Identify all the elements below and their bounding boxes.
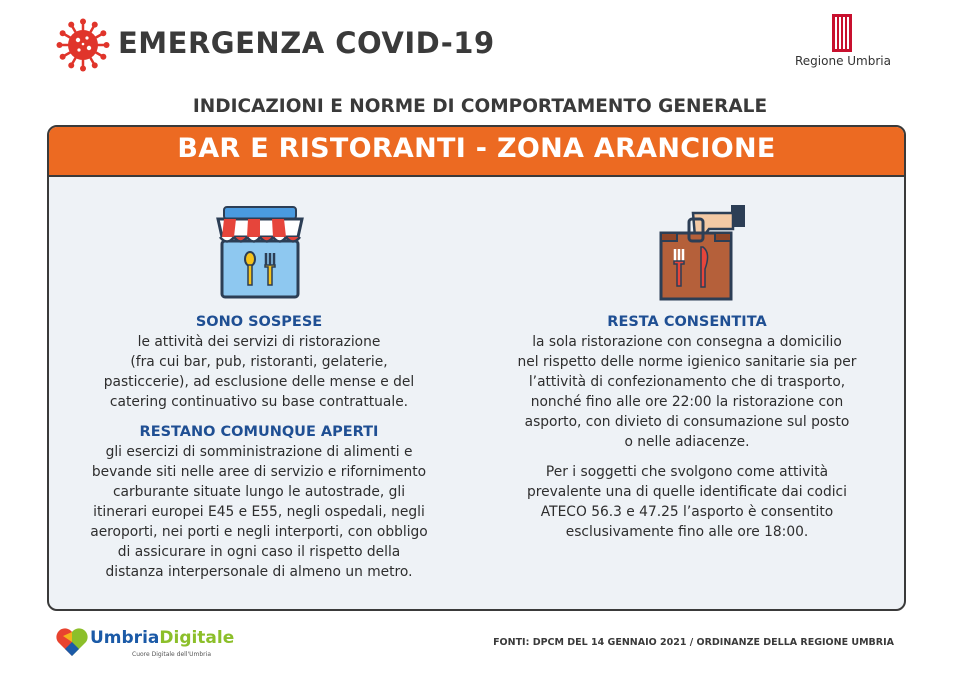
suspended-heading: SONO SOSPESE [195, 314, 323, 330]
subtitle: INDICAZIONI E NORME DI COMPORTAMENTO GENERALE [192, 96, 768, 117]
sources-note: FONTI: DPCM DEL 14 GENNAIO 2021 / ORDINANZE DELLA REGIONE UMBRIA [493, 637, 894, 648]
footer-tagline: Cuore Digitale dell'Umbria [132, 651, 211, 658]
header [0, 0, 960, 90]
restaurant-shop-icon [214, 201, 306, 301]
allowed-text: la sola ristorazione con consegna a domicilio nel rispetto delle norme igienico sanitarie sia per l’attività di confezionamento che di trasporto, nonché fino alle ore 22:00 la ristorazione con asporto, con divieto di consumazione sul posto o nelle adiacenze. [517, 334, 857, 450]
page-title: EMERGENZA COVID-19 [118, 26, 495, 60]
open-text: gli esercizi di somministrazione di alimenti e bevande siti nelle aree di servizio e rifornimento carburante situate lungo le autostrade, gli itinerari europei E45 e E55, negli ospedali, negli aeroporti, nei porti e negli interporti, con obbligo di assicurare in ogni caso il rispetto della distanza interpersonale di almeno un metro. [90, 444, 428, 580]
card-banner [49, 127, 904, 177]
allowed-heading: RESTA CONSENTITA [607, 314, 767, 330]
coronavirus-icon [56, 18, 110, 72]
brand-part1: Umbria [90, 628, 160, 648]
region-name: Regione Umbria [795, 54, 891, 68]
left-column [69, 312, 449, 582]
umbria-digitale-heart-icon [55, 626, 89, 658]
footer-brand [90, 628, 234, 648]
ateco-text: Per i soggetti che svolgono come attività prevalente una di quelle identificate dai codici ATECO 56.3 e 47.25 l’asporto è consentito esclusivamente fino alle ore 18:00. [527, 464, 847, 540]
card-title: BAR E RISTORANTI - ZONA ARANCIONE [177, 133, 776, 164]
takeaway-bag-icon [653, 201, 753, 301]
regione-umbria-logo [832, 14, 852, 52]
open-heading: RESTANO COMUNQUE APERTI [139, 424, 379, 440]
suspended-text: le attività dei servizi di ristorazione (fra cui bar, pub, ristoranti, gelaterie, pasticcerie), ad esclusione delle mense e del catering continuativo su base contrattuale. [103, 334, 415, 410]
right-column [487, 312, 887, 542]
brand-part2: Digitale [159, 628, 235, 648]
info-card [47, 125, 906, 611]
